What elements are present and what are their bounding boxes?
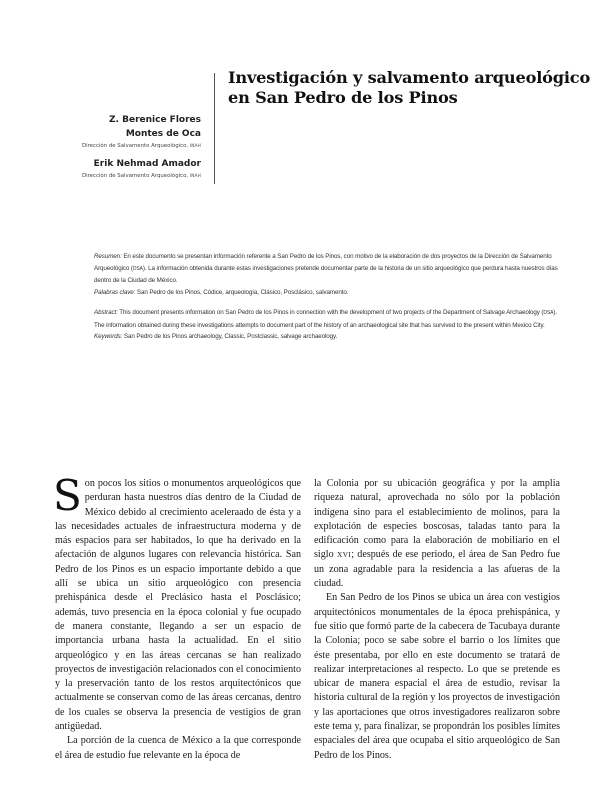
title-line-2: en San Pedro de los Pinos xyxy=(228,88,458,107)
abstract-text-a: This document presents information on San Pedro de los Pinos in connection with the development of two projects of the Department of Salvage Archaeology ( xyxy=(117,309,544,316)
author-2-affiliation-org: INAH xyxy=(189,173,201,178)
resumen-label: Resumen: xyxy=(94,253,122,260)
author-2-affiliation-text: Dirección de Salvamento Arqueológico, xyxy=(81,173,189,179)
body-paragraph-2-cont-b: ; después de ese periodo, el área de San Pedro fue un zona agradable para la residencia a las afueras de la ciudad. xyxy=(314,549,561,590)
century-numeral: XVI xyxy=(336,550,352,560)
resumen-text-a: En este documento se presentan información referente a San Pedro de los Pinos, con motivo de la elaboración de dos proyectos de la Dirección de Salvamento Arqueológico ( xyxy=(94,253,552,272)
body-paragraph-3: En San Pedro de los Pinos se ubica un área con vestigios arquitectónicos monumentales de la época prehispánica, y fue sitio que formó parte de la cabecera de Tacubaya durante la Colonia; poco se sabe sobre el barrio o los límites que éste presentaba, por ello en este documento se tratará de realizar interpretaciones al respecto. Lo que se pretende es ubicar de manera espacial el área de estudio, revisar la historia cultural de la región y los proyectos de investigación y las aportaciones que otros investigadores realizaron sobre este tema y, para finalizar, se propondrán los posibles límites espaciales del área que ocupaba el sitio arqueológico de San Pedro de los Pinos. xyxy=(314,592,560,761)
author-1-affiliation xyxy=(30,141,201,151)
body-paragraph-1-text: on pocos los sitios o monumentos arqueológicos que perduran hasta nuestros días dentro de la Ciudad de México debido al crecimiento aceleraado de ésta y a las necesidades actuales de infraestructura moderna y de más espacios para ser habitados, lo que ha derivado en la afectación de algunos lugares con relevancia histórica. San Pedro de los Pinos es un espacio importante debido a que allí se ubica un sitio arqueológico con presencia prehispánica desde el Preclásico hasta el Posclásico; además, tuvo presencia en la época colonial y fue ocupado de manera constante, llegando a ser un espacio de importancia urbana hasta la actualidad. En el sitio arqueológico y en las áreas cercanas se han realizado proyectos de investigación relacionados con el conocimiento y la preservación tanto de los restos arquitectónicos que actualmente se conservan como de las áreas cercanas, dentro de los cuales se observa la presencia de vestigios de gran antigüedad. xyxy=(55,478,301,733)
palabras-clave-text: San Pedro de los Pinos, Códice, arqueología, Clásico, Posclásico, salvamento. xyxy=(135,289,349,297)
body-column-right xyxy=(314,477,560,763)
author-1-affiliation-text: Dirección de Salvamento Arqueológico, xyxy=(81,143,189,149)
body-paragraph-1 xyxy=(53,471,301,734)
abstract-text-b: ). The information obtained during these investigations attempts to document part of the history of an archaeological site that has survived to the present within Mexico City. xyxy=(94,309,557,329)
keywords xyxy=(94,331,564,343)
drop-cap: S xyxy=(53,471,82,520)
palabras-clave-label: Palabras clave: xyxy=(94,289,136,297)
resumen-text-b: ). La información obtenida durante estas investigaciones pretende documentar parte de la historia de un sitio arqueológico que perdura hasta nuestros días dentro de la Ciudad de México. xyxy=(94,264,558,285)
title-divider xyxy=(214,73,215,184)
abstract-paragraph xyxy=(94,307,564,331)
author-1-name-line-1: Z. Berenice Flores xyxy=(109,115,201,125)
author-1-name-line-2: Montes de Oca xyxy=(125,129,201,139)
resumen-abbr: DSA xyxy=(132,265,143,272)
article-title xyxy=(228,68,598,108)
abstract-block xyxy=(94,307,564,343)
keywords-text: San Pedro de los Pinos archaeology, Classic, Postclassic, salvage archaeology. xyxy=(122,333,338,341)
body-paragraph-2-cont-a: la Colonia por su ubicación geográfica y por la amplia riqueza natural, aprovechada no sólo por la población indígena sino para el establecimiento de molinos, para la explotación de especies boscosas, taladas tanto para la edificación como para la elaboración de mobiliario en el siglo xyxy=(314,478,560,561)
keywords-label: Keywords: xyxy=(94,333,123,341)
author-block xyxy=(30,113,201,187)
abstract-label: Abstract: xyxy=(94,309,118,316)
abstract-abbr: DSA xyxy=(543,310,554,316)
author-2-affiliation xyxy=(30,171,201,181)
author-2-name: Erik Nehmad Amador xyxy=(93,159,201,169)
resumen-paragraph xyxy=(94,251,564,287)
body-paragraph-2-continued xyxy=(314,477,560,591)
palabras-clave xyxy=(94,287,564,299)
author-1-affiliation-org: INAH xyxy=(189,143,201,148)
resumen-block xyxy=(94,251,564,299)
title-line-1: Investigación y salvamento arqueológico xyxy=(228,68,591,87)
body-paragraph-2: La porción de la cuenca de México a la que corresponde el área de estudio fue relevante en la época de xyxy=(55,735,301,761)
body-column-left xyxy=(53,471,301,763)
